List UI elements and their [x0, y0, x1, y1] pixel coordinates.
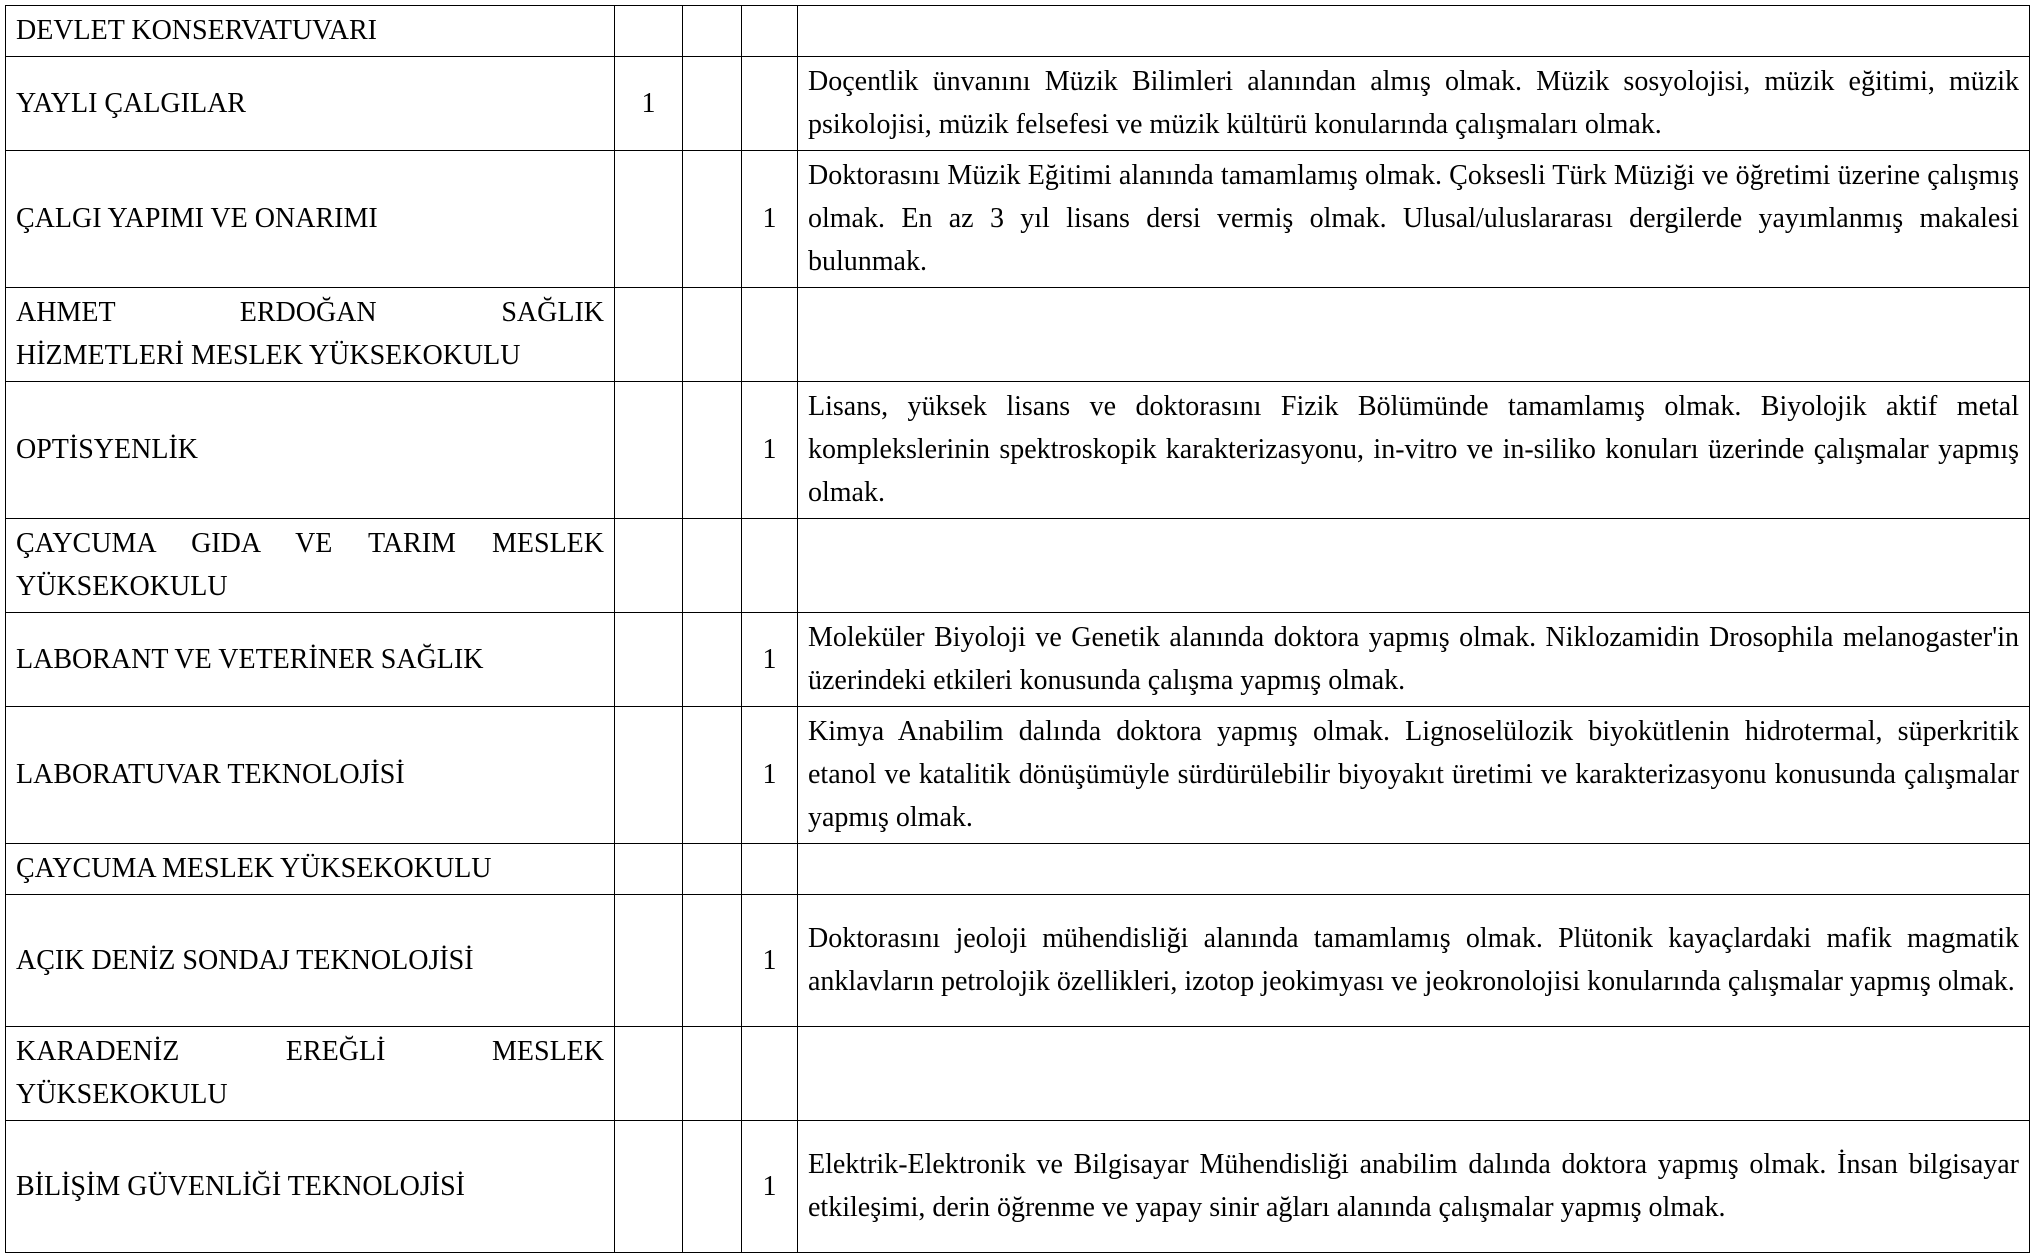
unit-name: LABORANT VE VETERİNER SAĞLIK: [6, 613, 615, 707]
position-count-col2: [683, 6, 742, 57]
unit-name: [6, 288, 615, 382]
unit-name-line2: YÜKSEKOKULU: [16, 571, 228, 602]
position-count-col1: [615, 288, 683, 382]
table-row: [6, 613, 2030, 707]
position-count-col3: 1: [742, 151, 798, 288]
unit-name: ÇAYCUMA MESLEK YÜKSEKOKULU: [6, 844, 615, 895]
requirement-text: [798, 6, 2030, 57]
position-count-col3: 1: [742, 382, 798, 519]
position-count-col1: [615, 895, 683, 1027]
requirement-text: [798, 519, 2030, 613]
position-count-col1: [615, 151, 683, 288]
requirement-text: [798, 288, 2030, 382]
position-count-col1: [615, 519, 683, 613]
position-count-col2: [683, 613, 742, 707]
position-count-col3: [742, 844, 798, 895]
position-count-col3: [742, 6, 798, 57]
position-count-col3: 1: [742, 707, 798, 844]
position-count-col1: 1: [615, 57, 683, 151]
requirement-text: Lisans, yüksek lisans ve doktorasını Fizik Bölümünde tamamlamış olmak. Biyolojik aktif metal komplekslerinin spektroskopik karakterizasyonu, in-vitro ve in-siliko konuları üzerinde çalışmalar yapmış olmak.: [798, 382, 2030, 519]
staff-requirements-table: [5, 5, 2030, 1253]
table-row: [6, 1121, 2030, 1253]
unit-name-line1: ÇAYCUMA GIDA VE TARIM MESLEK: [16, 528, 604, 559]
requirement-text: [798, 1027, 2030, 1121]
position-count-col1: [615, 6, 683, 57]
position-count-col3: 1: [742, 895, 798, 1027]
position-count-col1: [615, 382, 683, 519]
position-count-col2: [683, 844, 742, 895]
requirement-text: Doçentlik ünvanını Müzik Bilimleri alanından almış olmak. Müzik sosyolojisi, müzik eğitimi, müzik psikolojisi, müzik felsefesi ve müzik kültürü konularında çalışmaları olmak.: [798, 57, 2030, 151]
unit-name: DEVLET KONSERVATUVARI: [6, 6, 615, 57]
requirement-text: Elektrik-Elektronik ve Bilgisayar Mühendisliği anabilim dalında doktora yapmış olmak. İnsan bilgisayar etkileşimi, derin öğrenme ve yapay sinir ağları alanında çalışmalar yapmış olmak.: [798, 1121, 2030, 1253]
table-row: [6, 6, 2030, 57]
requirement-text: Moleküler Biyoloji ve Genetik alanında doktora yapmış olmak. Niklozamidin Drosophila melanogaster'in üzerindeki etkileri konusunda çalışma yapmış olmak.: [798, 613, 2030, 707]
position-count-col1: [615, 1121, 683, 1253]
position-count-col2: [683, 288, 742, 382]
position-count-col2: [683, 895, 742, 1027]
table-row: [6, 1027, 2030, 1121]
position-count-col2: [683, 1027, 742, 1121]
requirement-text: Kimya Anabilim dalında doktora yapmış olmak. Lignoselülozik biyokütlenin hidrotermal, süperkritik etanol ve katalitik dönüşümüyle sürdürülebilir biyoyakıt üretimi ve karakterizasyonu konusunda çalışmalar yapmış olmak.: [798, 707, 2030, 844]
unit-name: [6, 1027, 615, 1121]
unit-name-line2: HİZMETLERİ MESLEK YÜKSEKOKULU: [16, 340, 521, 371]
unit-name: BİLİŞİM GÜVENLİĞİ TEKNOLOJİSİ: [6, 1121, 615, 1253]
position-count-col1: [615, 1027, 683, 1121]
table-row: [6, 844, 2030, 895]
position-count-col2: [683, 382, 742, 519]
position-count-col2: [683, 707, 742, 844]
unit-name: ÇALGI YAPIMI VE ONARIMI: [6, 151, 615, 288]
position-count-col3: [742, 1027, 798, 1121]
requirement-text: Doktorasını jeoloji mühendisliği alanında tamamlamış olmak. Plütonik kayaçlardaki mafik magmatik anklavların petrolojik özellikleri, izotop jeokimyası ve jeokronolojisi konularında çalışmalar yapmış olmak.: [798, 895, 2030, 1027]
table-row: [6, 382, 2030, 519]
unit-name: AÇIK DENİZ SONDAJ TEKNOLOJİSİ: [6, 895, 615, 1027]
position-count-col2: [683, 151, 742, 288]
position-count-col1: [615, 707, 683, 844]
unit-name: OPTİSYENLİK: [6, 382, 615, 519]
position-count-col1: [615, 613, 683, 707]
position-count-col3: 1: [742, 1121, 798, 1253]
table-row: [6, 57, 2030, 151]
position-count-col3: [742, 519, 798, 613]
table-row: [6, 288, 2030, 382]
position-count-col3: [742, 288, 798, 382]
requirement-text: Doktorasını Müzik Eğitimi alanında tamamlamış olmak. Çoksesli Türk Müziği ve öğretimi üzerine çalışmış olmak. En az 3 yıl lisans dersi vermiş olmak. Ulusal/uluslararası dergilerde yayımlanmış makalesi bulunmak.: [798, 151, 2030, 288]
unit-name: [6, 519, 615, 613]
position-count-col2: [683, 57, 742, 151]
position-count-col3: 1: [742, 613, 798, 707]
position-count-col1: [615, 844, 683, 895]
unit-name-line1: AHMET ERDOĞAN SAĞLIK: [16, 297, 604, 328]
table-row: [6, 151, 2030, 288]
table-row: [6, 895, 2030, 1027]
table-row: [6, 707, 2030, 844]
position-count-col2: [683, 519, 742, 613]
position-count-col3: [742, 57, 798, 151]
requirement-text: [798, 844, 2030, 895]
unit-name: YAYLI ÇALGILAR: [6, 57, 615, 151]
position-count-col2: [683, 1121, 742, 1253]
table-row: [6, 519, 2030, 613]
unit-name-line2: YÜKSEKOKULU: [16, 1079, 228, 1110]
unit-name-line1: KARADENİZ EREĞLİ MESLEK: [16, 1036, 604, 1067]
unit-name: LABORATUVAR TEKNOLOJİSİ: [6, 707, 615, 844]
